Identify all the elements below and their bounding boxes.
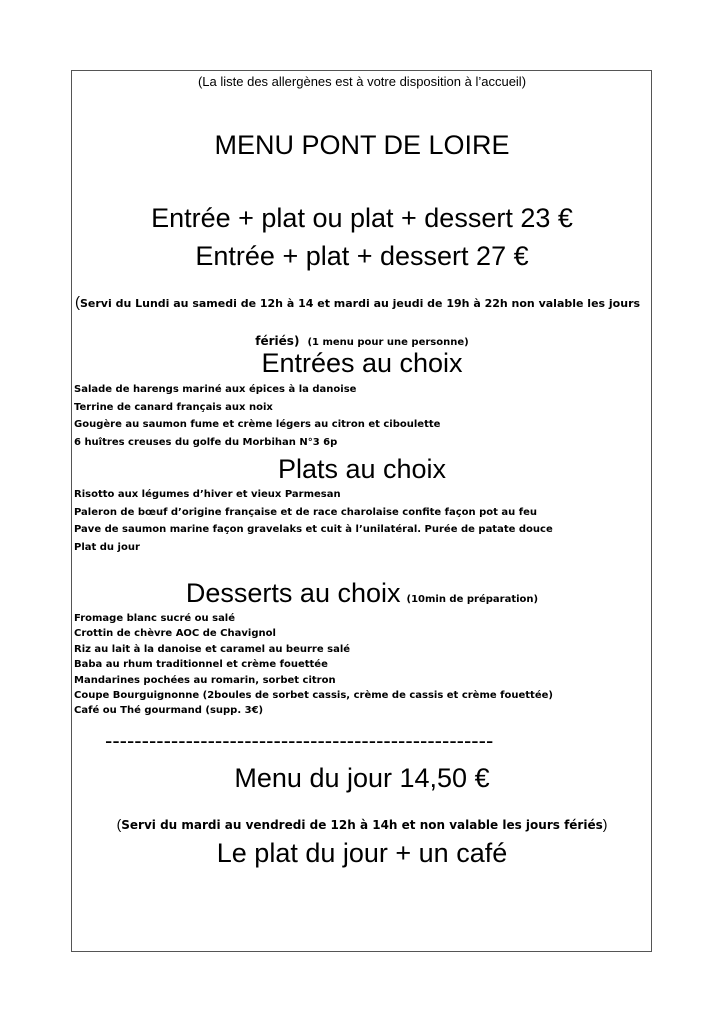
list-item: Gougère au saumon fume et crème légers au citron et ciboulette: [74, 419, 441, 430]
service-hours-line: [75, 294, 640, 311]
service-open-paren: (: [75, 294, 80, 311]
price-formula-23: Entrée + plat ou plat + dessert 23 €: [151, 203, 573, 233]
desserts-title: Desserts au choix: [185, 578, 401, 608]
dashed-separator: -----------------------------------------------------: [105, 728, 494, 753]
list-item: Mandarines pochées au romarin, sorbet citron: [74, 674, 336, 686]
menu-title: MENU PONT DE LOIRE: [214, 130, 510, 160]
jour-open-paren: (: [116, 816, 122, 832]
menu-du-jour-service: [0, 816, 724, 832]
desserts-list: [74, 611, 553, 719]
list-item: Salade de harengs mariné aux épices à la danoise: [74, 384, 357, 395]
desserts-prep-note: (10min de préparation): [406, 594, 539, 605]
allergen-note: (La liste des allergènes est à votre disposition à l’accueil): [197, 74, 527, 89]
entrees-list: [74, 381, 440, 451]
service-hours-text: Servi du Lundi au samedi de 12h à 14 et mardi au jeudi de 19h à 22h non valable les jours: [80, 297, 641, 310]
list-item: Café ou Thé gourmand (supp. 3€): [74, 705, 264, 717]
menu-du-jour-offer: Le plat du jour + un café: [216, 838, 508, 868]
plats-list: [74, 486, 553, 556]
jour-close-paren: ): [602, 816, 608, 832]
list-item: Paleron de bœuf d’origine française et de race charolaise confite façon pot au feu: [74, 506, 538, 518]
one-menu-note: (1 menu pour une personne): [307, 337, 469, 348]
list-item: Fromage blanc sucré ou salé: [74, 613, 236, 624]
list-item: Riz au lait à la danoise et caramel au beurre salé: [74, 643, 351, 655]
desserts-heading: [0, 578, 724, 609]
menu-du-jour-title: Menu du jour 14,50 €: [234, 763, 490, 793]
entrees-title: Entrées au choix: [261, 348, 463, 378]
list-item: Coupe Bourguignonne (2boules de sorbet cassis, crème de cassis et crème fouettée): [74, 689, 553, 701]
list-item: Pave de saumon marine façon gravelaks et cuit à l’unilatéral. Purée de patate douce: [74, 524, 553, 535]
list-item: Risotto aux légumes d’hiver et vieux Parmesan: [74, 489, 341, 500]
list-item: Terrine de canard français aux noix: [74, 401, 273, 413]
list-item: Crottin de chèvre AOC de Chavignol: [74, 628, 276, 640]
price-formula-27: Entrée + plat + dessert 27 €: [195, 241, 529, 271]
list-item: Plat du jour: [74, 541, 140, 553]
plats-title: Plats au choix: [277, 454, 447, 484]
list-item: 6 huîtres creuses du golfe du Morbihan N°3 6p: [74, 436, 338, 448]
jour-service-text: Servi du mardi au vendredi de 12h à 14h et non valable les jours fériés: [121, 818, 603, 832]
service-feries-text: fériés): [255, 334, 300, 348]
list-item: Baba au rhum traditionnel et crème fouettée: [74, 659, 328, 671]
